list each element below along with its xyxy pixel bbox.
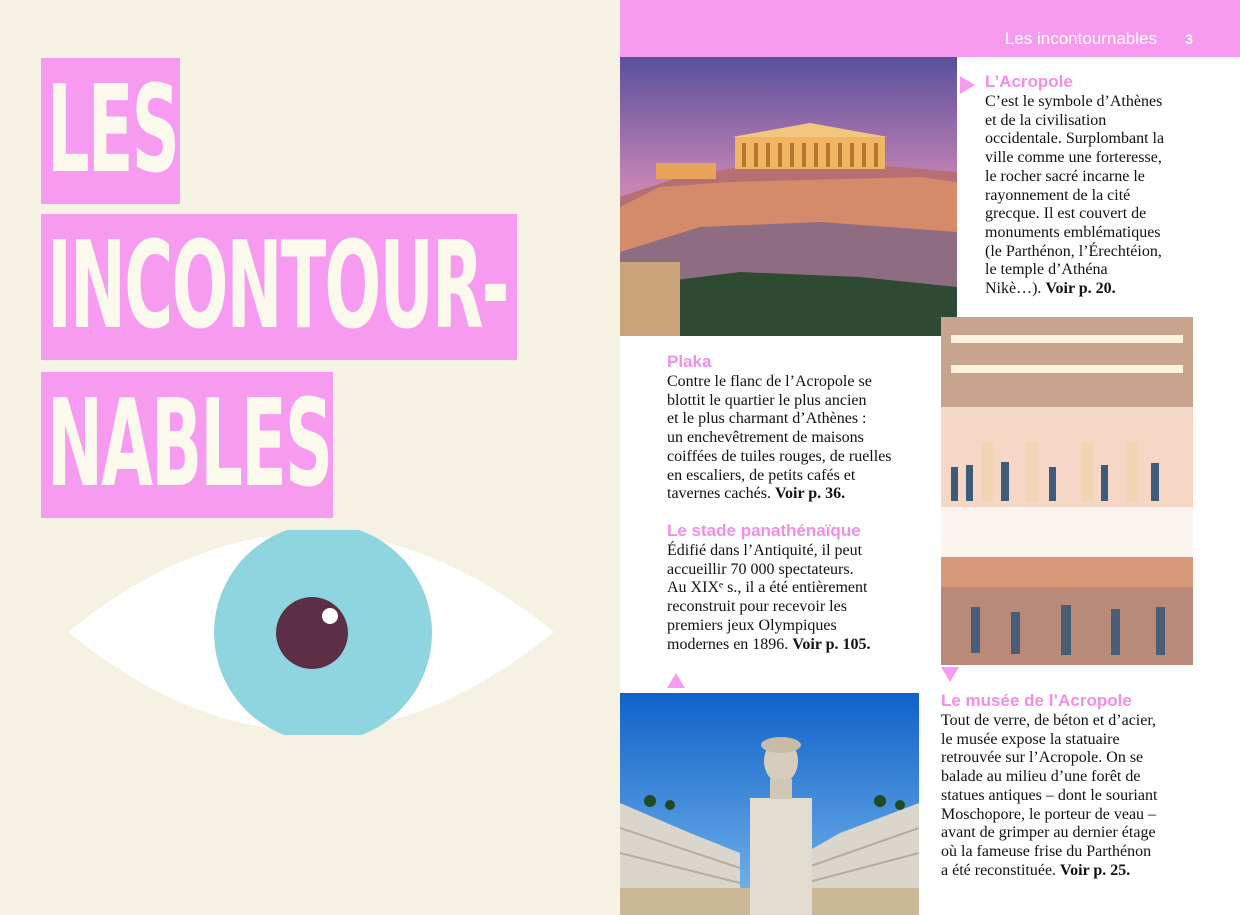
acropolis-museum-photo xyxy=(941,317,1193,665)
section-title: Les incontournables xyxy=(1004,29,1157,48)
page-reference: Voir p. 25. xyxy=(1060,861,1131,879)
triangle-right-marker xyxy=(960,76,975,94)
title-line-1: LES xyxy=(41,58,180,204)
triangle-down-marker xyxy=(941,667,959,682)
page-reference: Voir p. 20. xyxy=(1045,280,1116,298)
entry-plaka xyxy=(667,351,932,504)
entry-heading: Le stade panathénaïque xyxy=(667,521,861,540)
entry-body: Tout de verre, de béton et d’acier, le musée expose la statuaire retrouvée sur l’Acropole. On se balade au milieu d’une forêt de statues antiques – dont le souriant Moschopore, le porteur de veau – avant de grimper au dernier étage où la fameuse frise du Parthénon a été reconstituée. Voir p. 25. xyxy=(941,712,1158,879)
title-line-3: NABLES xyxy=(41,372,333,518)
title-line-2: INCONTOUR- xyxy=(41,214,517,360)
entry-heading: Le musée de l’Acropole xyxy=(941,691,1132,710)
page-reference: Voir p. 36. xyxy=(774,485,846,503)
triangle-up-marker xyxy=(667,673,685,688)
running-header xyxy=(620,0,1240,57)
entry-heading: Plaka xyxy=(667,352,712,371)
entry-body: Contre le flanc de l’Acropole se blottit le quartier le plus ancien et le plus charmant d’Athènes : un enchevêtrement de maisons coiffées de tuiles rouges, de ruelles en escaliers, de petits cafés et tavernes cachés. Voir p. 36. xyxy=(667,373,892,503)
entry-body: C’est le symbole d’Athènes et de la civilisation occidentale. Surplombant la ville comme une forteresse, le rocher sacré incarne le rayonnement de la cité grecque. Il est couvert de monuments emblématiques (le Parthénon, l’Érechtéion, le temple d’Athéna Nikè…). Voir p. 20. xyxy=(985,93,1165,298)
page-reference: Voir p. 105. xyxy=(792,635,871,653)
eye-pupil xyxy=(276,597,348,669)
entry-heading: L’Acropole xyxy=(985,72,1073,91)
eye-highlight xyxy=(322,608,338,624)
entry-body: Édifié dans l’Antiquité, il peut accueillir 70 000 spectateurs. Au XIXᵉ s., il a été entièrement reconstruit pour recevoir les premiers jeux Olympiques modernes en 1896. Voir p. 105. xyxy=(667,542,871,653)
right-page xyxy=(620,0,1240,915)
eye-illustration xyxy=(66,530,556,735)
entry-musee xyxy=(941,690,1206,880)
entry-acropole xyxy=(985,71,1215,299)
page-number: 3 xyxy=(1185,31,1193,47)
panathenaic-stadium-photo xyxy=(620,693,919,915)
acropolis-photo xyxy=(620,57,957,336)
entry-stade xyxy=(667,520,932,654)
